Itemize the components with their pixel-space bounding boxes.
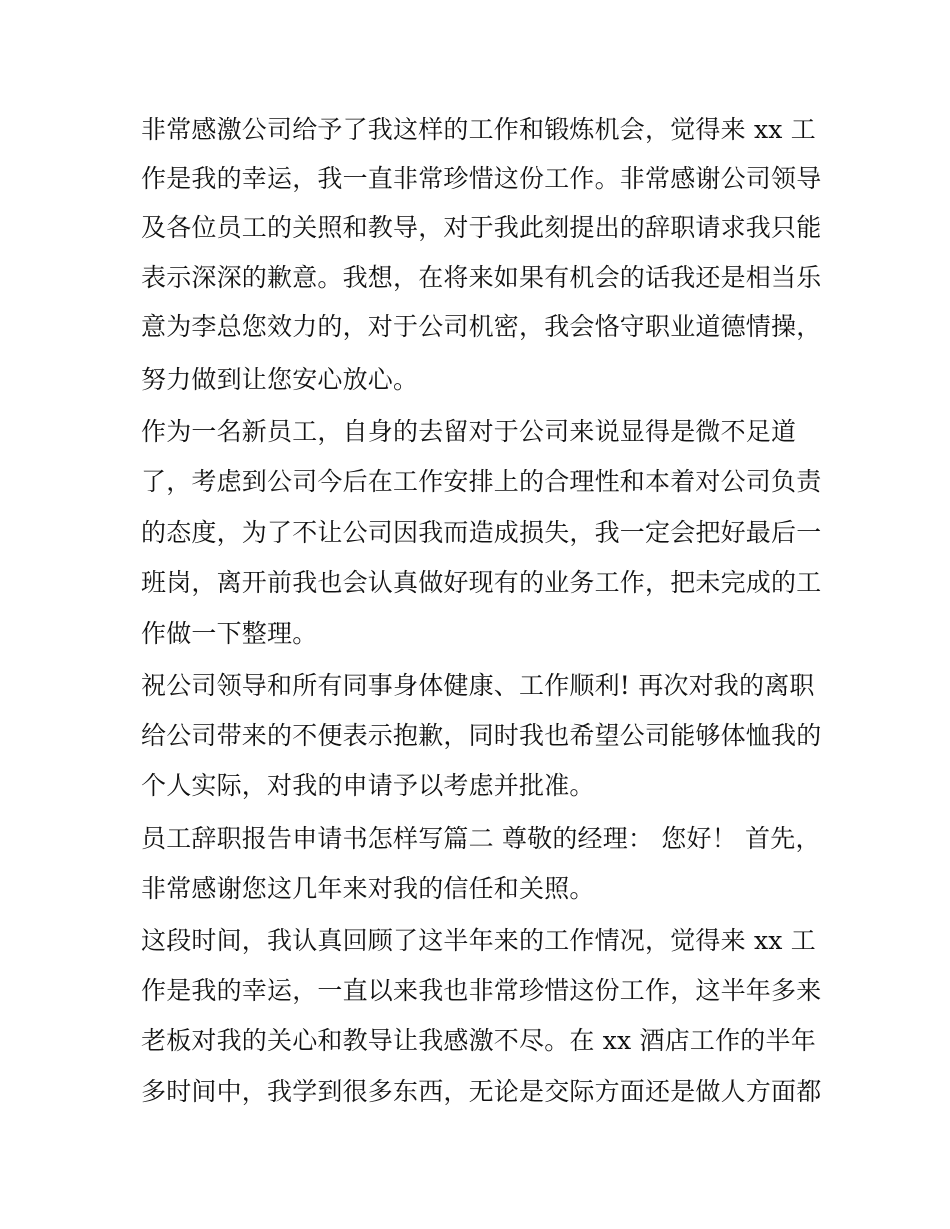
text-line: 作是我的幸运，我一直非常珍惜这份工作。非常感谢公司领导 [141, 164, 822, 193]
text-line: 班岗，离开前我也会认真做好现有的业务工作，把未完成的工 [141, 568, 822, 597]
text-line: 这段时间，我认真回顾了这半年来的工作情况，觉得来 xx 工 [141, 926, 816, 955]
text-line: 员工辞职报告申请书怎样写篇二 尊敬的经理： 您好！ 首先， [141, 824, 821, 853]
text-line: 祝公司领导和所有同事身体健康、工作顺利! 再次对我的离职 [141, 671, 815, 700]
text-line: 非常感谢您这几年来对我的信任和关照。 [141, 874, 595, 903]
text-line: 个人实际，对我的申请予以考虑并批准。 [141, 771, 595, 800]
text-line: 的态度，为了不让公司因我而造成损失，我一定会把好最后一 [141, 518, 822, 547]
text-line: 努力做到让您安心放心。 [141, 365, 419, 394]
text-line: 老板对我的关心和教导让我感激不尽。在 xx 酒店工作的半年 [141, 1026, 816, 1055]
text-line: 及各位员工的关照和教导，对于我此刻提出的辞职请求我只能 [141, 213, 822, 242]
text-line: 作为一名新员工，自身的去留对于公司来说显得是微不足道 [141, 417, 797, 446]
text-line: 给公司带来的不便表示抱歉，同时我也希望公司能够体恤我的 [141, 721, 822, 750]
text-line: 作做一下整理。 [141, 619, 318, 648]
text-line: 意为李总您效力的，对于公司机密，我会恪守职业道德情操， [141, 312, 822, 341]
text-line: 了，考虑到公司今后在工作安排上的合理性和本着对公司负责 [141, 467, 822, 496]
text-line: 多时间中，我学到很多东西，无论是交际方面还是做人方面都 [141, 1077, 822, 1106]
text-line: 非常感激公司给予了我这样的工作和锻炼机会，觉得来 xx 工 [141, 115, 816, 144]
text-line: 表示深深的歉意。我想，在将来如果有机会的话我还是相当乐 [141, 263, 822, 292]
text-line: 作是我的幸运，一直以来我也非常珍惜这份工作，这半年多来 [141, 976, 822, 1005]
